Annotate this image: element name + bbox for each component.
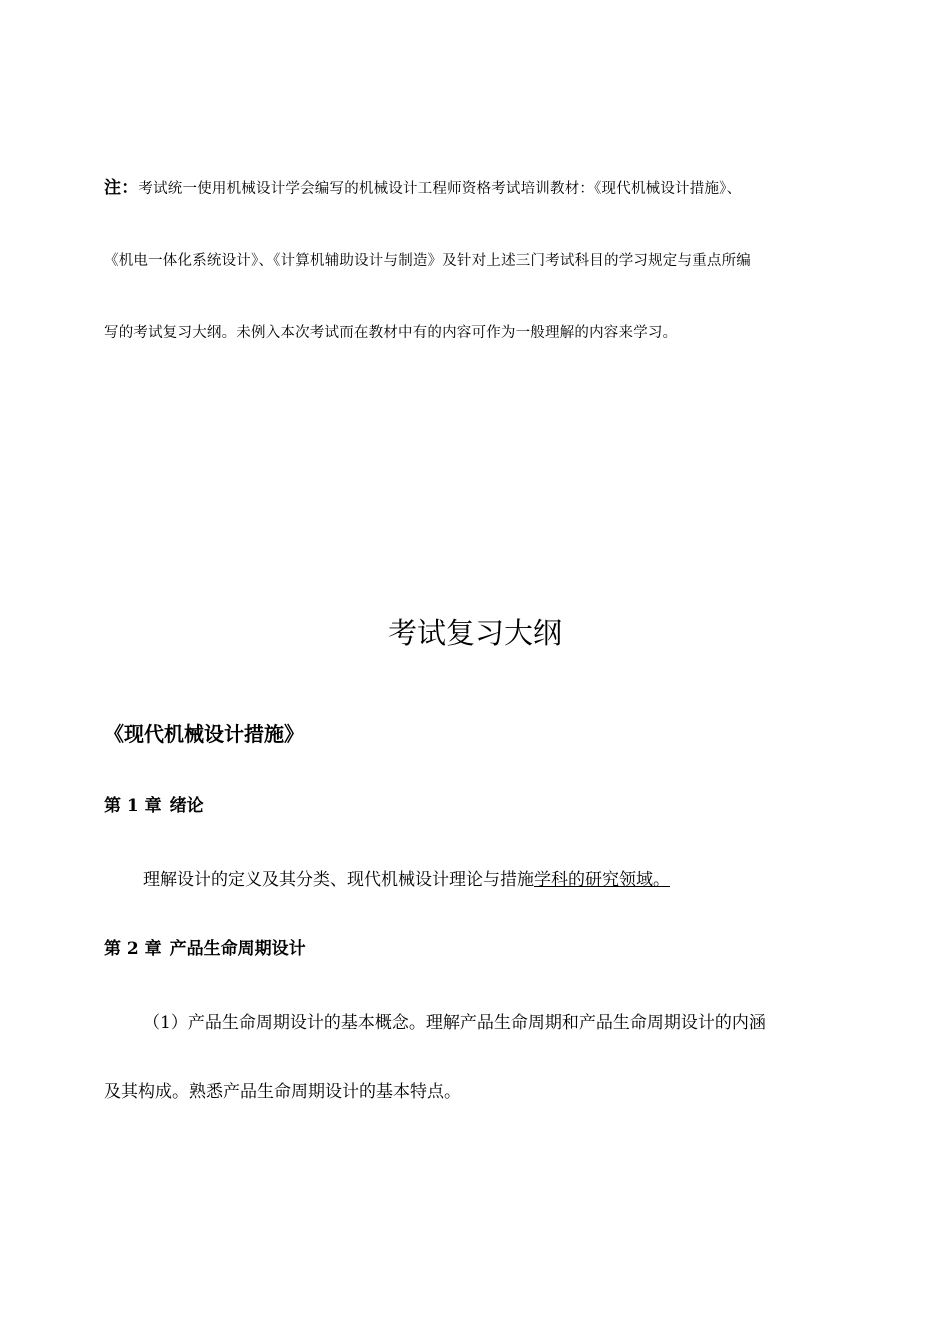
exam-note xyxy=(104,152,849,369)
chapter-1-paragraph-underlined: 学科的研究领域。 xyxy=(534,870,670,890)
note-line-2: 《机电一体化系统设计》、《计算机辅助设计与制造》及针对上述三门考试科目的学习规定与重点所编 xyxy=(104,253,751,269)
chapter-1-paragraph xyxy=(143,865,670,895)
chapter-1-title: 绪论 xyxy=(169,796,204,816)
main-title: 考试复习大纲 xyxy=(387,616,562,650)
chapter-1-heading xyxy=(104,792,204,820)
note-line-3: 写的考试复习大纲。未例入本次考试而在教材中有的内容可作为一般理解的内容来学习。 xyxy=(104,325,678,341)
chapter-2-paragraph-line-2: 及其构成。熟悉产品生命周期设计的基本特点。 xyxy=(104,1082,461,1102)
note-line-1 xyxy=(104,152,849,225)
chapter-2-heading xyxy=(104,935,306,963)
note-text-1: 考试统一使用机械设计学会编写的机械设计工程师资格考试培训教材：《现代机械设计措施》、 xyxy=(138,181,742,197)
note-lead: 注： xyxy=(104,178,139,198)
chapter-2-paragraph-line-1: （1）产品生命周期设计的基本概念。理解产品生命周期和产品生命周期设计的内涵 xyxy=(143,1013,766,1033)
chapter-1-paragraph-text: 理解设计的定义及其分类、现代机械设计理论与措施 xyxy=(143,870,534,890)
chapter-2-title: 产品生命周期设计 xyxy=(169,939,306,959)
chapter-1-number: 第 1 章 xyxy=(104,796,162,816)
book-title: 《现代机械设计措施》 xyxy=(104,722,304,746)
chapter-2-number: 第 2 章 xyxy=(104,939,162,959)
